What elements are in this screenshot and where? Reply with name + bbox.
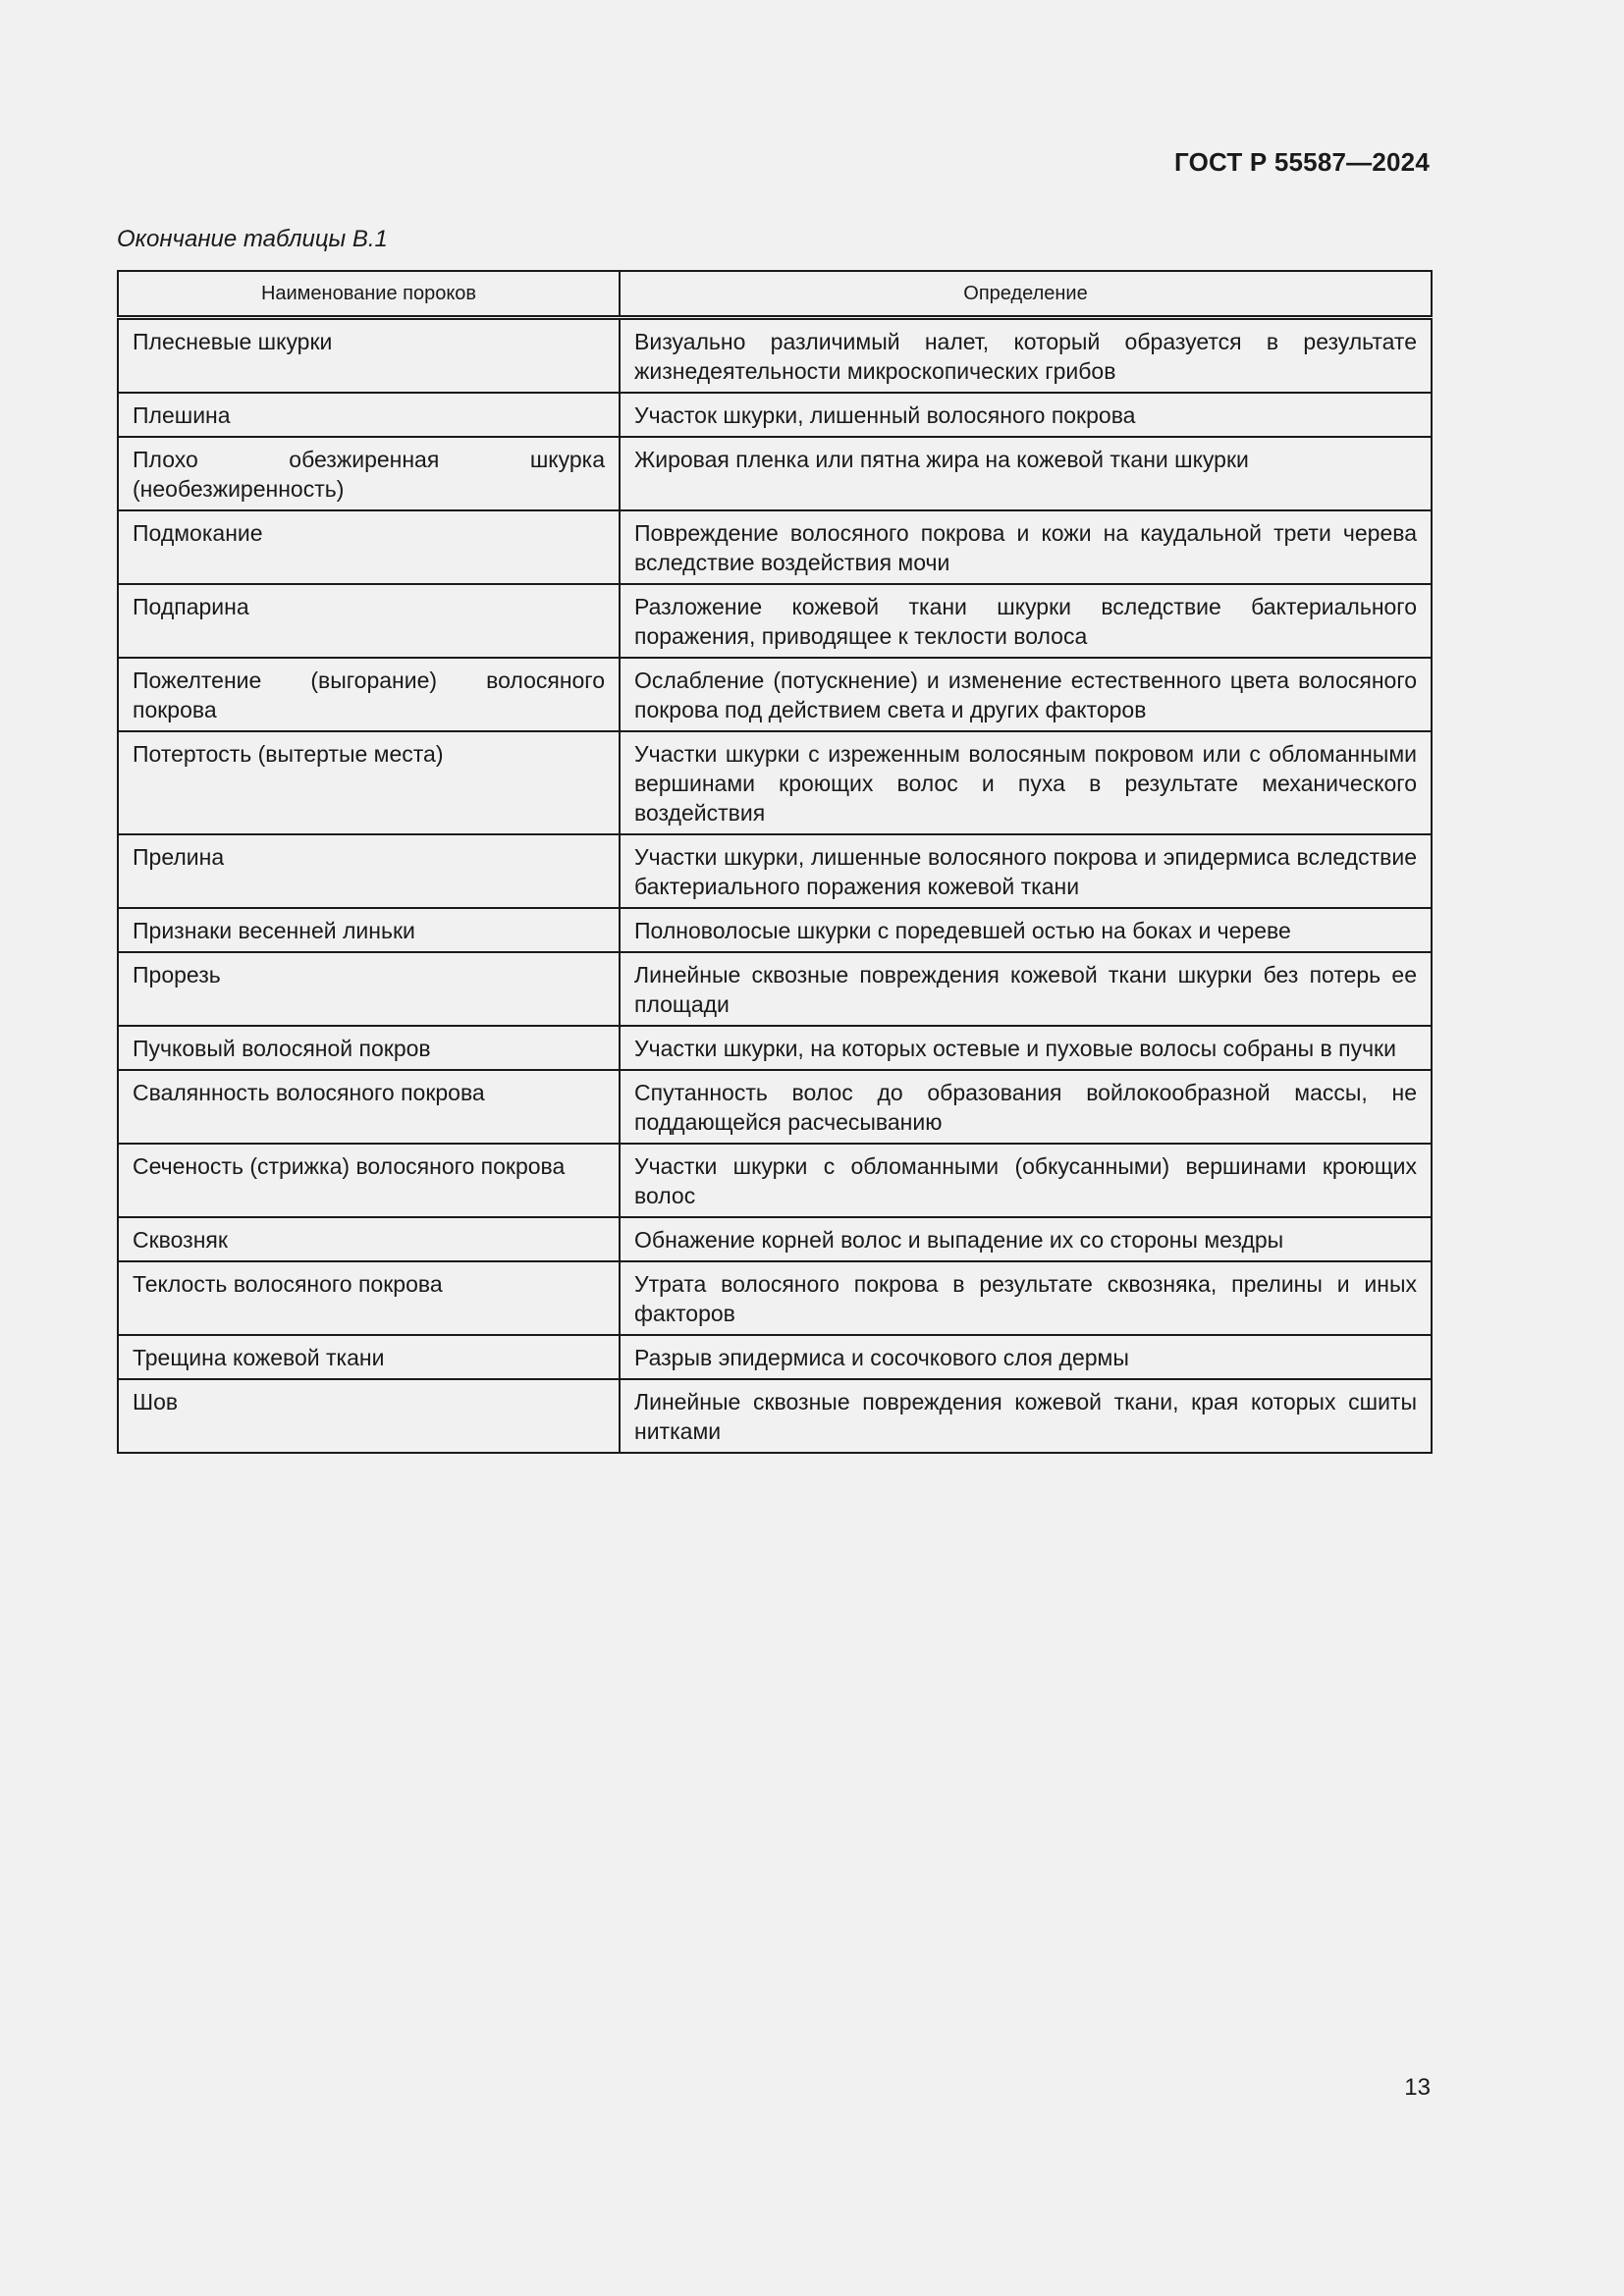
definition-cell: Жировая пленка или пятна жира на кожевой ткани шкурки	[620, 437, 1432, 510]
definition-cell: Утрата волосяного покрова в результате сквозняка, прелины и иных факторов	[620, 1261, 1432, 1335]
page-number: 13	[1404, 2074, 1431, 2101]
column-header-defect-name: Наименование пороков	[118, 271, 620, 318]
definition-cell: Участки шкурки с изреженным волосяным покровом или с обломанными вершинами кроющих волос и пуха в результате механического воздействия	[620, 731, 1432, 834]
definition-cell: Спутанность волос до образования войлокообразной массы, не поддающейся расчесыванию	[620, 1070, 1432, 1144]
table-row	[118, 1144, 1432, 1217]
definition-cell: Обнажение корней волос и выпадение их со стороны мездры	[620, 1217, 1432, 1261]
table-row	[118, 1026, 1432, 1070]
defect-name-cell: Сеченость (стрижка) волосяного покрова	[118, 1144, 620, 1217]
definition-cell: Линейные сквозные повреждения кожевой ткани, края которых сшиты нитками	[620, 1379, 1432, 1453]
table-header-row	[118, 271, 1432, 318]
defect-name-cell: Теклость волосяного покрова	[118, 1261, 620, 1335]
defect-name-cell: Плохо обезжиренная шкурка (необезжиренность)	[118, 437, 620, 510]
defect-name-cell: Прелина	[118, 834, 620, 908]
table-row	[118, 393, 1432, 437]
table-row	[118, 318, 1432, 394]
defect-name-cell: Сквозняк	[118, 1217, 620, 1261]
definition-cell: Линейные сквозные повреждения кожевой ткани шкурки без потерь ее площади	[620, 952, 1432, 1026]
defect-name-cell: Подпарина	[118, 584, 620, 658]
defect-name-cell: Трещина кожевой ткани	[118, 1335, 620, 1379]
table-row	[118, 584, 1432, 658]
defect-name-cell: Признаки весенней линьки	[118, 908, 620, 952]
defect-name-cell: Пучковый волосяной покров	[118, 1026, 620, 1070]
table-row	[118, 1217, 1432, 1261]
definition-cell: Участки шкурки, на которых остевые и пуховые волосы собраны в пучки	[620, 1026, 1432, 1070]
defect-name-cell: Подмокание	[118, 510, 620, 584]
definition-cell: Ослабление (потускнение) и изменение естественного цвета волосяного покрова под действием света и других факторов	[620, 658, 1432, 731]
table-caption: Окончание таблицы В.1	[117, 226, 388, 252]
table-row	[118, 1379, 1432, 1453]
table-row	[118, 658, 1432, 731]
defect-name-cell: Пожелтение (выгорание) волосяного покрова	[118, 658, 620, 731]
table-row	[118, 834, 1432, 908]
defect-name-cell: Шов	[118, 1379, 620, 1453]
definition-cell: Участки шкурки с обломанными (обкусанными) вершинами кроющих волос	[620, 1144, 1432, 1217]
definition-cell: Полноволосые шкурки с поредевшей остью на боках и череве	[620, 908, 1432, 952]
defect-name-cell: Плешина	[118, 393, 620, 437]
table-row	[118, 437, 1432, 510]
table-row	[118, 952, 1432, 1026]
defect-name-cell: Потертость (вытертые места)	[118, 731, 620, 834]
table-row	[118, 1070, 1432, 1144]
definition-cell: Разложение кожевой ткани шкурки вследствие бактериального поражения, приводящее к теклости волоса	[620, 584, 1432, 658]
table-row	[118, 510, 1432, 584]
table-body	[118, 318, 1432, 1454]
document-header: ГОСТ Р 55587—2024	[1174, 147, 1430, 177]
defect-name-cell: Свалянность волосяного покрова	[118, 1070, 620, 1144]
definition-cell: Повреждение волосяного покрова и кожи на каудальной трети черева вследствие воздействия мочи	[620, 510, 1432, 584]
defect-name-cell: Плесневые шкурки	[118, 318, 620, 394]
table-row	[118, 1261, 1432, 1335]
definition-cell: Разрыв эпидермиса и сосочкового слоя дермы	[620, 1335, 1432, 1379]
definition-cell: Участки шкурки, лишенные волосяного покрова и эпидермиса вследствие бактериального поражения кожевой ткани	[620, 834, 1432, 908]
table-row	[118, 1335, 1432, 1379]
defects-table	[117, 270, 1433, 1454]
table-row	[118, 908, 1432, 952]
defect-name-cell: Прорезь	[118, 952, 620, 1026]
definition-cell: Визуально различимый налет, который образуется в результате жизнедеятельности микроскопических грибов	[620, 318, 1432, 394]
table-row	[118, 731, 1432, 834]
definition-cell: Участок шкурки, лишенный волосяного покрова	[620, 393, 1432, 437]
column-header-definition: Определение	[620, 271, 1432, 318]
